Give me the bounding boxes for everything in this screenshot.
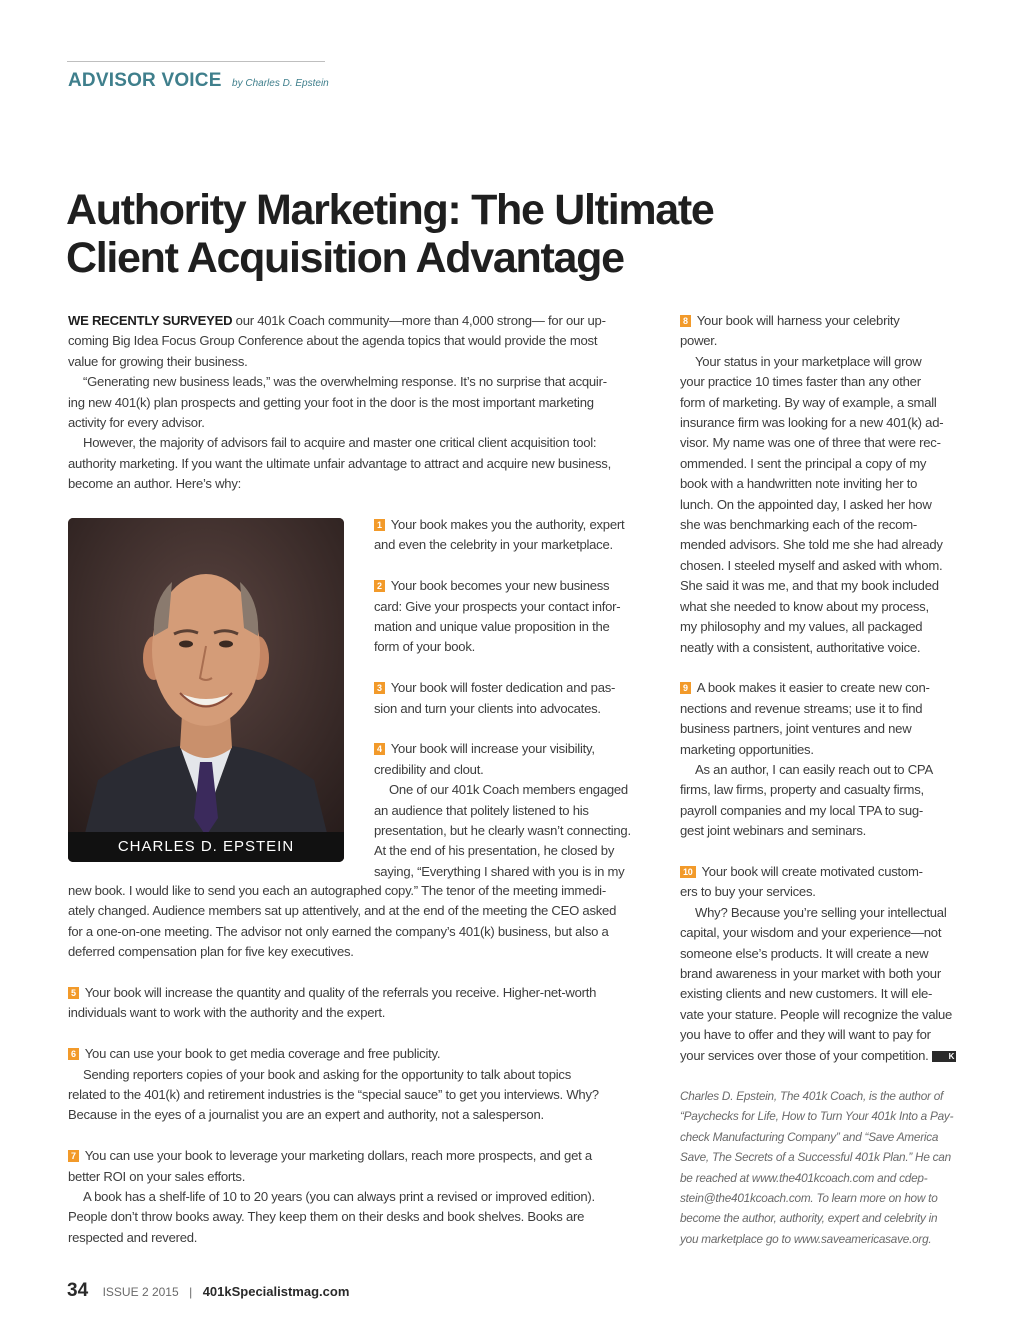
- footer-separator: |: [189, 1285, 193, 1299]
- headline-line-1: Authority Marketing: The Ultimate: [66, 186, 714, 234]
- article-headline: [66, 186, 786, 282]
- lead-in: WE RECENTLY SURVEYED: [68, 313, 233, 328]
- page-footer: [67, 1280, 349, 1302]
- point-3: 3 Your book will foster dedication and pas- sion and turn your clients into advocates.: [374, 680, 616, 716]
- middle-column-text: [374, 515, 658, 882]
- point-7: 7 You can use your book to leverage your marketing dollars, reach more prospects, and get a better ROI on your sales efforts.: [68, 1148, 592, 1184]
- point-7-story: A book has a shelf-life of 10 to 20 years (you can always print a revised or improved edition). People don’t throw books away. They keep them on their desks and book shelves. Books are respected and revered.: [68, 1189, 595, 1245]
- number-badge: 3: [374, 682, 385, 694]
- header-rule: [67, 61, 325, 62]
- number-badge: 7: [68, 1150, 79, 1162]
- point-2: 2 Your book becomes your new business card: Give your prospects your contact infor- mation and unique value proposition in the form of your book.: [374, 578, 621, 655]
- number-badge: 1: [374, 519, 385, 531]
- intro-text: [68, 311, 658, 495]
- section-header: [68, 70, 329, 92]
- author-photo: [68, 518, 344, 862]
- point-4: 4 Your book will increase your visibility, credibility and clout.: [374, 741, 595, 777]
- point-10: 10 Your book will create motivated custom- ers to buy your services.: [680, 863, 923, 900]
- point-4-story: One of our 401k Coach members engaged an audience that politely listened to his presentation, but he clearly wasn’t connecting.: [374, 782, 631, 839]
- author-bio: Charles D. Epstein, The 401k Coach, is the author of “Paychecks for Life, How to Turn Your 401k Into a Pay- check Manufacturing Company” and “Save America Save, The Secrets of a Successful 401k Plan.” He can be reached at www.the401kcoach.com and cdep- stein@the401kcoach.com. To learn more on how to become the author, authority, expert and celebrity in you marketplace go to www.saveamericasave.org.: [680, 1089, 954, 1246]
- intro-paragraph-1: WE RECENTLY SURVEYED our 401k Coach community—more than 4,000 strong— for our up- coming Big Idea Focus Group Conference about the agenda topics that would provide the most value for growing their business.: [68, 313, 606, 369]
- magazine-website: 401kSpecialistmag.com: [202, 1284, 350, 1299]
- point-9-story: As an author, I can easily reach out to CPA firms, law firms, property and casualty firms, payroll companies and my local TPA to sug- gest joint webinars and seminars.: [680, 761, 933, 839]
- left-column-text: [68, 881, 658, 1248]
- point-5: 5 Your book will increase the quantity and quality of the referrals you receive. Higher-net-worth individuals want to work with the authority and the expert.: [68, 985, 597, 1021]
- number-badge: 6: [68, 1048, 79, 1060]
- point-4-story-end: new book. I would like to send you each an autographed copy.” The tenor of the meeting immedi- ately changed. Audience members sat up attentively, and at the end of the meeting the CEO asked for a one-on-one meeting. The advisor not only earned the company’s 401(k) business, but also a deferred compensation plan for five key executives.: [68, 883, 617, 960]
- point-1: 1 Your book makes you the authority, expert and even the celebrity in your marketplace.: [374, 517, 625, 553]
- point-10-story: Why? Because you’re selling your intellectual capital, your wisdom and your experience—not someone else’s products. It will create a new brand awareness in your market with both your existing clients and new customers. It will ele- vate your stature. People will recognize the value you have to offer and they will want to pay for your services over those of your competition. K: [680, 904, 955, 1063]
- headline-line-2: Client Acquisition Advantage: [66, 234, 624, 282]
- number-badge: 2: [374, 580, 385, 592]
- portrait-illustration: [68, 518, 344, 862]
- page-number: 34: [67, 1280, 89, 1301]
- point-4-story-cont: At the end of his presentation, he closed by saying, “Everything I shared with you is in my: [374, 843, 625, 879]
- issue-label: ISSUE 2 2015: [102, 1285, 179, 1299]
- point-8: 8 Your book will harness your celebrity power.: [680, 313, 900, 349]
- point-6: 6 You can use your book to get media coverage and free publicity.: [68, 1044, 658, 1064]
- right-column-text: [680, 311, 970, 1066]
- author-byline: by Charles D. Epstein: [232, 78, 329, 89]
- point-6-story: Sending reporters copies of your book and asking for the opportunity to talk about topics related to the 401(k) and retirement industries is the “special sauce” to get you interviews. Why? Because in the eyes of a journalist you are an expert and authority, not a salesperson.: [68, 1066, 599, 1123]
- intro-paragraph-2: “Generating new business leads,” was the overwhelming response. It’s no surprise that acquir- ing new 401(k) plan prospects and getting your foot in the door is the most important marketing activity for every advisor.: [68, 374, 607, 431]
- point-8-story: Your status in your marketplace will grow your practice 10 times faster than any other form of marketing. By way of example, a small insurance firm was looking for a new 401(k) ad- visor. My name was one of three that were rec- ommended. I sent the principal a copy of my book with a handwritten note inviting her to lunch. On the appointed day, I asked her how she was benchmarking each of the recom- mended advisors. She told me she had already chosen. I steeled myself and asked with whom. She said it was me, and that my book included what she needed to know about my process, my philosophy and my values, all packaged neatly with a consistent, authoritative voice.: [680, 353, 944, 655]
- number-badge: 10: [680, 866, 696, 878]
- number-badge: 4: [374, 743, 385, 755]
- number-badge: 8: [680, 315, 691, 327]
- end-of-article-icon: K: [932, 1051, 957, 1062]
- point-9: 9 A book makes it easier to create new con- nections and revenue streams; use it to find business partners, joint ventures and new marketing opportunities.: [680, 680, 930, 757]
- section-title: ADVISOR VOICE: [68, 70, 222, 91]
- number-badge: 5: [68, 987, 79, 999]
- photo-caption: CHARLES D. EPSTEIN: [68, 832, 344, 862]
- number-badge: 9: [680, 682, 691, 694]
- intro-paragraph-3: However, the majority of advisors fail to acquire and master one critical client acquisition tool: authority marketing. If you want the ultimate unfair advantage to attract and acquire new business, become an author. Here’s why:: [68, 435, 611, 492]
